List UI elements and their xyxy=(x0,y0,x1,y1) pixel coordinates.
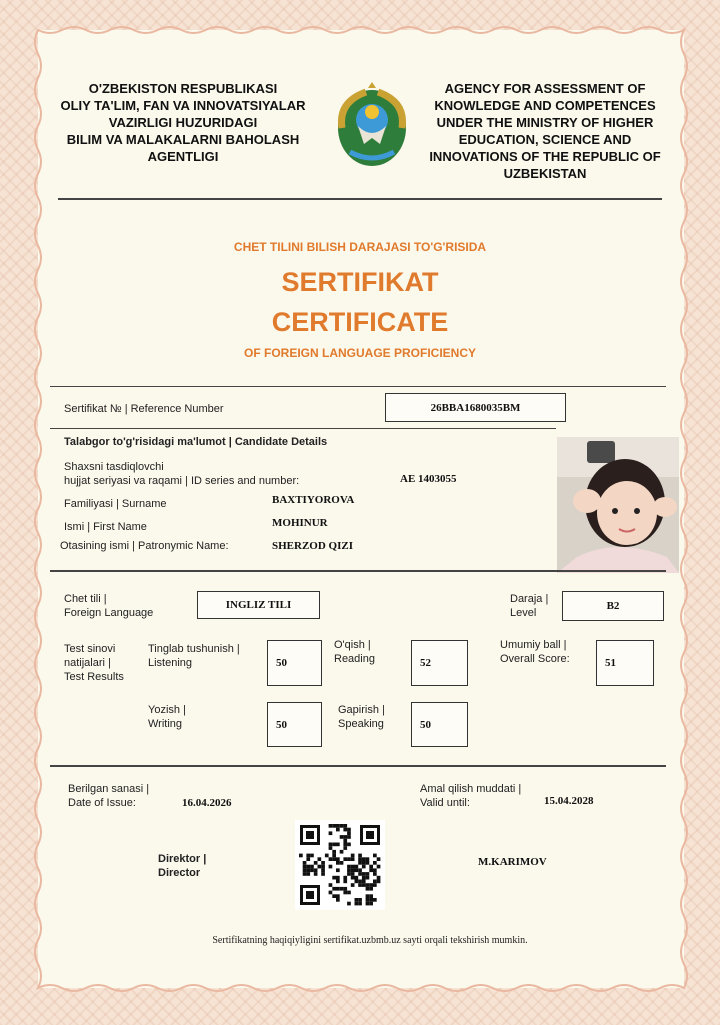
surname-value: BAXTIYOROVA xyxy=(272,494,355,506)
overall-label-1: Umumiy ball | xyxy=(500,639,567,651)
writing-label-2: Writing xyxy=(148,718,183,730)
reference-number-box: 26BBA1680035BM xyxy=(385,393,566,422)
title-uz: SERTIFIKAT xyxy=(281,267,439,297)
language-box: INGLIZ TILI xyxy=(197,591,320,619)
level-label-2: Level xyxy=(510,607,537,619)
header-en-line: KNOWLEDGE AND COMPETENCES xyxy=(434,98,656,113)
header-en-line: UZBEKISTAN xyxy=(503,166,587,181)
patronymic-label: Otasining ismi | Patronymic Name: xyxy=(60,540,229,552)
title-en: CERTIFICATE xyxy=(271,307,449,337)
results-label-2: natijalari | xyxy=(64,657,111,669)
candidate-divider xyxy=(50,570,666,572)
writing-score-box: 50 xyxy=(267,702,322,747)
results-label-3: Test Results xyxy=(64,671,124,683)
results-label-1: Test sinovi xyxy=(64,643,116,655)
level-label-1: Daraja | xyxy=(510,593,549,605)
qr-code-icon[interactable] xyxy=(295,820,385,910)
speaking-label-1: Gapirish | xyxy=(338,704,385,716)
speaking-score-box: 50 xyxy=(411,702,468,747)
issue-label-2: Date of Issue: xyxy=(68,797,136,809)
level-box: B2 xyxy=(562,591,664,621)
valid-label-2: Valid until: xyxy=(420,797,470,809)
issue-date: 16.04.2026 xyxy=(182,797,232,809)
header-en-line: UNDER THE MINISTRY OF HIGHER xyxy=(436,115,654,130)
patronymic-value: SHERZOD QIZI xyxy=(272,540,353,552)
results-divider xyxy=(50,765,666,767)
listening-label-1: Tinglab tushunish | xyxy=(148,643,240,655)
header-en xyxy=(420,80,670,182)
first-name-value: MOHINUR xyxy=(272,517,328,529)
id-value: AE 1403055 xyxy=(400,473,457,485)
director-label-2: Director xyxy=(158,867,201,879)
state-emblem-icon xyxy=(330,82,414,170)
header-divider xyxy=(58,198,662,200)
footer-note: Sertifikatning haqiqiyligini sertifikat.uzbmb.uz sayti orqali tekshirish mumkin. xyxy=(212,935,528,946)
writing-label-1: Yozish | xyxy=(148,704,186,716)
director-label-1: Direktor | xyxy=(158,853,207,865)
header-uz-line: BILIM VA MALAKALARNI BAHOLASH xyxy=(66,132,300,147)
header-en-line: EDUCATION, SCIENCE AND xyxy=(458,132,632,147)
header-en-line: INNOVATIONS OF THE REPUBLIC OF xyxy=(429,149,661,164)
header-uz xyxy=(48,80,318,165)
language-label-2: Foreign Language xyxy=(64,607,154,619)
candidate-section-title: Talabgor to'g'risidagi ma'lumot | Candidate Details xyxy=(64,436,328,448)
reference-top-rule xyxy=(50,386,666,387)
header-uz-line: O'ZBEKISTON RESPUBLIKASI xyxy=(88,81,278,96)
reading-label-1: O'qish | xyxy=(334,639,371,651)
subtitle-en: OF FOREIGN LANGUAGE PROFICIENCY xyxy=(243,346,476,360)
reference-bottom-rule xyxy=(50,428,556,429)
listening-label-2: Listening xyxy=(148,657,193,669)
reference-label: Sertifikat № | Reference Number xyxy=(64,403,224,415)
issue-label-1: Berilgan sanasi | xyxy=(68,783,150,795)
header-uz-line: AGENTLIGI xyxy=(147,149,219,164)
reading-score-box: 52 xyxy=(411,640,468,686)
header-en-line: AGENCY FOR ASSESSMENT OF xyxy=(444,81,646,96)
header-uz-line: OLIY TA'LIM, FAN VA INNOVATSIYALAR xyxy=(60,98,306,113)
id-label-1: Shaxsni tasdiqlovchi xyxy=(64,461,164,473)
candidate-photo xyxy=(557,437,679,573)
director-name: M.KARIMOV xyxy=(478,856,547,868)
header-uz-line: VAZIRLIGI HUZURIDAGI xyxy=(108,115,258,130)
speaking-label-2: Speaking xyxy=(338,718,384,730)
overall-score-box: 51 xyxy=(596,640,654,686)
language-label-1: Chet tili | xyxy=(64,593,107,605)
reading-label-2: Reading xyxy=(334,653,375,665)
id-label-2: hujjat seriyasi va raqami | ID series and number: xyxy=(64,475,300,487)
surname-label: Familiyasi | Surname xyxy=(64,498,167,510)
valid-date: 15.04.2028 xyxy=(544,795,594,807)
listening-score-box: 50 xyxy=(267,640,322,686)
first-name-label: Ismi | First Name xyxy=(64,521,147,533)
overall-label-2: Overall Score: xyxy=(500,653,570,665)
subtitle-uz: CHET TILINI BILISH DARAJASI TO'G'RISIDA xyxy=(233,240,487,254)
valid-label-1: Amal qilish muddati | xyxy=(420,783,522,795)
